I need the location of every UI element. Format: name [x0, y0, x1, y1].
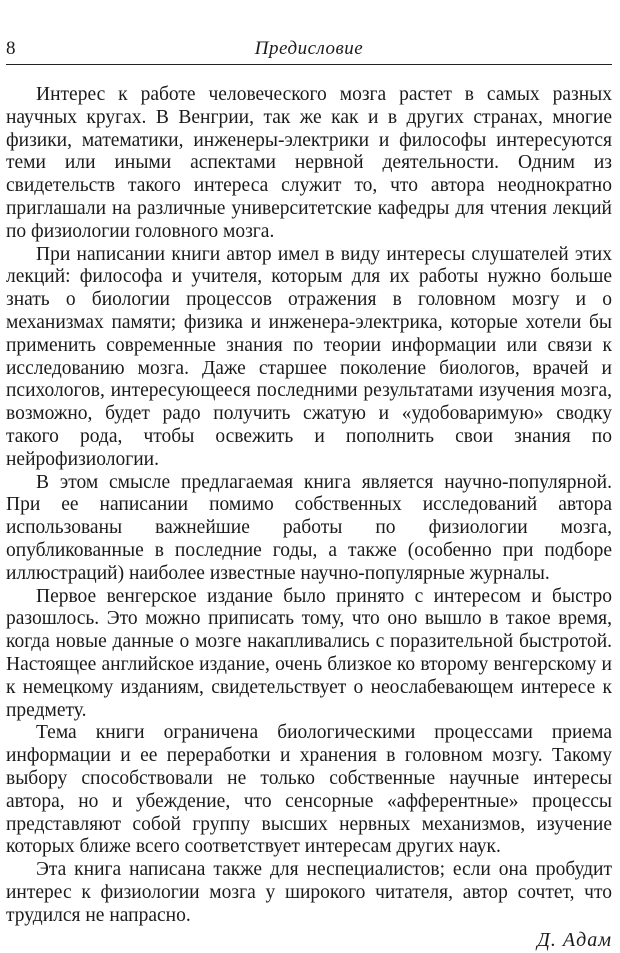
header-rule — [6, 64, 612, 65]
page-header — [6, 36, 612, 66]
page-number: 8 — [6, 38, 16, 59]
author-signature: Д. Адам — [537, 929, 612, 951]
paragraph-1: Интерес к работе человеческого мозга растет в самых разных научных кругах. В Венгрии, так же как и в других странах, многие физики, математики, инженеры-электрики и философы интересуются теми или иными аспектами нервной деятельности. Одним из свидетельств такого интереса служит то, что автора неоднократно приглашали на различные университетские кафедры для чтения лекций по физиологии головного мозга. — [6, 84, 612, 242]
running-title: Предисловие — [254, 38, 364, 59]
paragraph-3: В этом смысле предлагаемая книга является научно-популярной. При ее написании помимо собственных исследований автора использованы важнейшие работы по физиологии мозга, опубликованные в последние годы, а также (особенно при подборе иллюстраций) наиболее известные научно-популярные журналы. — [6, 471, 612, 584]
paragraph-4: Первое венгерское издание было принято с интересом и быстро разошлось. Это можно приписать тому, что оно вышло в такое время, когда новые данные о мозге накапливались с поразительной быстротой. Настоящее английское издание, очень близкое ко второму венгерскому и к немецкому изданиям, свидетельствует о неослабевающем интересе к предмету. — [6, 585, 612, 721]
paragraph-6: Эта книга написана также для неспециалистов; если она пробудит интерес к физиологии мозга у широкого читателя, автор сочтет, что трудился не напрасно. — [6, 859, 612, 926]
paragraph-5: Тема книги ограничена биологическими процессами приема информации и ее переработки и хранения в головном мозгу. Такому выбору способствовали не только собственные научные интересы автора, но и убеждение, что сенсорные «афферентные» процессы представляют собой группу высших нервных механизмов, изучение которых ближе всего соответствует интересам других наук. — [6, 722, 612, 858]
preface-body — [6, 84, 612, 927]
paragraph-2: При написании книги автор имел в виду интересы слушателей этих лекций: философа и учителя, которым для их работы нужно больше знать о биологии процессов отражения в головном мозгу и о механизмах памяти; физика и инженера-электрика, которые хотели бы применить современные знания по теории информации или связи к исследованию мозга. Даже старшее поколение биологов, врачей и психологов, интересующееся последними результатами изучения мозга, возможно, будет радо получить сжатую и «удобоваримую» сводку такого рода, чтобы освежить и пополнить свои знания по нейрофизиологии. — [6, 243, 612, 470]
